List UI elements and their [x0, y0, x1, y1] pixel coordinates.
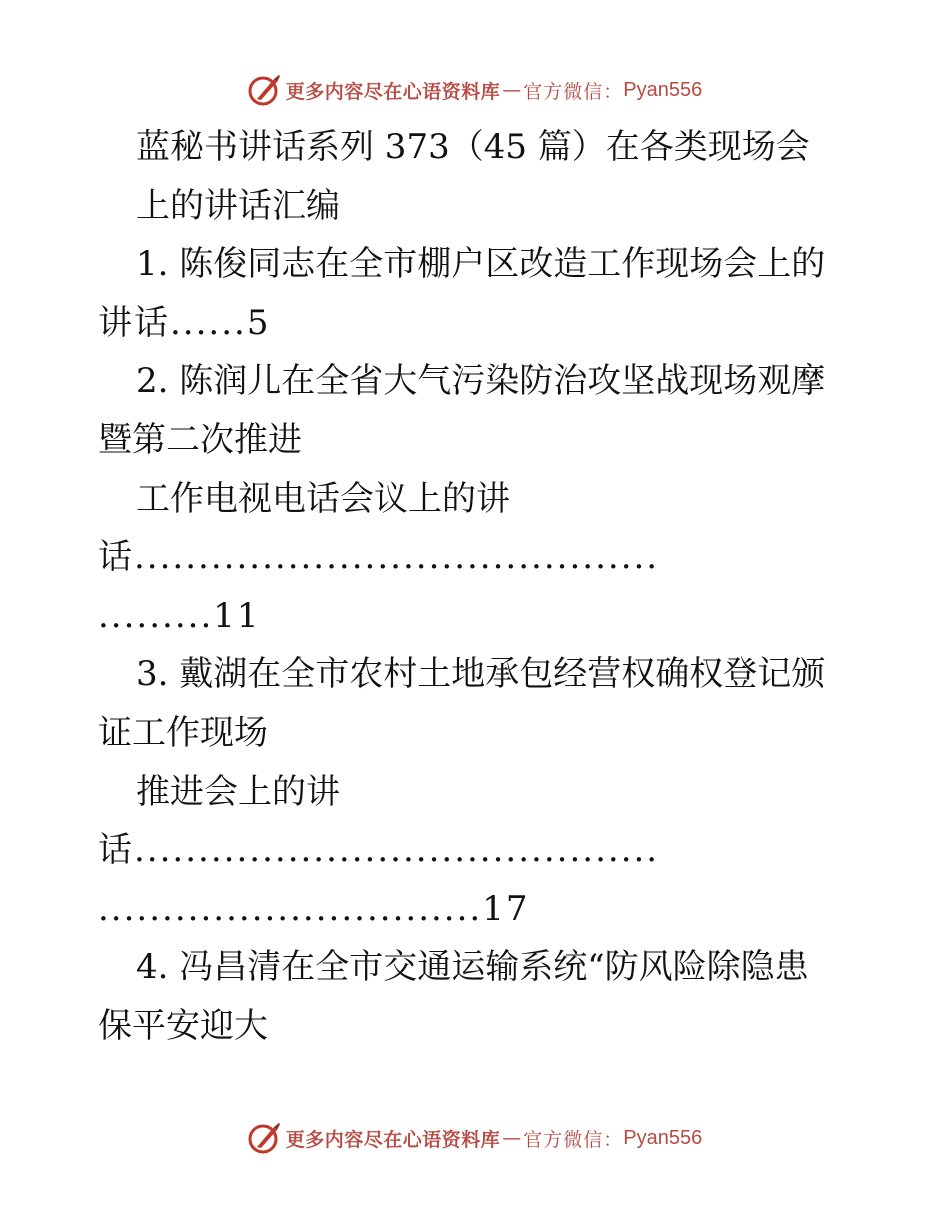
toc-entry-2-title-cont-2: 工作电视电话会议上的讲	[136, 478, 510, 519]
toc-entry-1-page: 讲话......5	[98, 302, 271, 343]
quill-logo-icon	[248, 73, 282, 107]
toc-entry-4-title: 4. 冯昌清在全市交通运输系统“防风险除隐患	[136, 947, 809, 988]
header-banner	[0, 70, 950, 110]
toc-entry-2-title: 2. 陈润儿在全省大气污染防治攻坚战现场观摩	[136, 361, 826, 402]
banner-wechat-id: Pyan556	[623, 78, 703, 101]
banner-dash: —	[502, 79, 522, 101]
toc-entry-3-page: ..............................17	[98, 888, 530, 929]
doc-title-line-2: 上的讲话汇编	[136, 185, 340, 226]
banner-wechat-label: 官方微信：	[523, 80, 624, 103]
toc-entry-2-title-cont: 暨第二次推进	[98, 419, 302, 460]
toc-entry-3-title-cont-2: 推进会上的讲	[136, 771, 340, 812]
toc-entry-3-leader: 话.........................................	[98, 830, 660, 871]
toc-entry-4-title-cont: 保平安迎大	[98, 1005, 268, 1046]
banner-dash: —	[502, 1127, 522, 1149]
toc-entry-3-title-cont: 证工作现场	[98, 712, 268, 753]
banner-wechat-id: Pyan556	[623, 1126, 703, 1149]
document-body	[98, 118, 838, 1056]
doc-title-line-1: 蓝秘书讲话系列 373（45 篇）在各类现场会	[136, 127, 810, 167]
quill-logo-icon	[248, 1121, 282, 1155]
banner-wechat-label: 官方微信：	[523, 1128, 624, 1151]
footer-banner	[0, 1118, 950, 1158]
banner-prefix: 更多内容尽在心语资料库	[285, 1128, 501, 1151]
toc-entry-3-title: 3. 戴湖在全市农村土地承包经营权确权登记颁	[136, 654, 826, 695]
toc-entry-2-page: .........11	[98, 595, 261, 636]
toc-entry-1-title: 1. 陈俊同志在全市棚户区改造工作现场会上的	[136, 244, 826, 285]
toc-entry-2-leader: 话.........................................	[98, 537, 660, 578]
banner-prefix: 更多内容尽在心语资料库	[285, 80, 501, 103]
